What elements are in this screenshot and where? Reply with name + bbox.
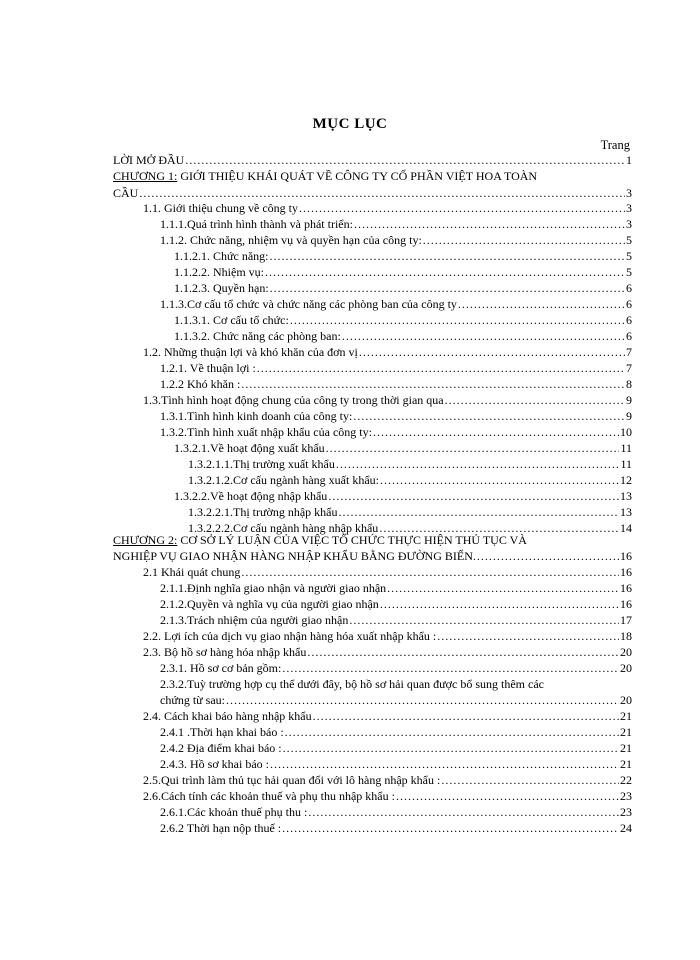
toc-page-number: 6: [626, 329, 632, 343]
toc-entry-line1: [113, 168, 537, 184]
chapter-number: CHƯƠNG 1:: [113, 169, 178, 183]
toc-page-number: 17: [620, 613, 632, 627]
toc-page-number: 21: [620, 725, 632, 739]
dot-leader: [285, 724, 619, 740]
toc-entry-label: 2.6.2 Thời hạn nộp thuế :: [160, 821, 282, 835]
toc-page-number: 16: [620, 565, 632, 579]
toc-page-number: 13: [620, 489, 632, 503]
toc-page-number: 7: [626, 345, 632, 359]
toc-entry-text: GIỚI THIỆU KHÁI QUÁT VỀ CÔNG TY CỔ PHẦN VIỆT HOA TOÀN: [177, 169, 538, 183]
dot-leader: [336, 456, 620, 472]
toc-entry-label: 2.1 Khái quát chung: [143, 565, 241, 579]
dot-leader: [353, 408, 625, 424]
toc-entry-label: 2.1.2.Quyền và nghĩa vụ của người giao nhận: [160, 597, 379, 611]
toc-page-number: 20: [620, 645, 632, 659]
toc-page-number: 5: [626, 233, 632, 247]
dot-leader: [423, 232, 625, 248]
dot-leader: [458, 296, 625, 312]
dot-leader: [139, 185, 625, 201]
toc-entry-label: 2.3. Bộ hồ sơ hàng hóa nhập khẩu: [143, 645, 307, 659]
toc-entry-label: 1.3.2.2.Về hoạt động nhập khẩu: [174, 489, 328, 503]
dot-leader: [290, 312, 625, 328]
dot-leader: [477, 548, 619, 564]
dot-leader: [282, 660, 619, 676]
dot-leader: [299, 200, 625, 216]
toc-entry-label: 1.1.2.3. Quyền hạn:: [174, 281, 269, 295]
toc-page-number: 18: [620, 629, 632, 643]
toc-entry-label: 2.4.2 Địa điểm khai báo :: [160, 741, 282, 755]
toc-entry-text: 2.3.2.Tuỳ trường hợp cụ thể dưới đây, bộ hồ sơ hải quan được bổ sung thêm các: [160, 677, 544, 691]
toc-page-number: 16: [620, 549, 632, 563]
toc-page-number: 11: [620, 441, 632, 455]
dot-leader: [265, 264, 625, 280]
dot-leader: [437, 628, 619, 644]
toc-page-number: 16: [620, 597, 632, 611]
toc-entry-label: 2.6.Cách tính các khoản thuế và phụ thu nhập khẩu :: [143, 789, 395, 803]
toc-page-number: 24: [620, 821, 632, 835]
dot-leader: [282, 820, 619, 836]
toc-entry-label: LỜI MỞ ĐẦU: [113, 153, 185, 167]
toc-page-number: 10: [620, 425, 632, 439]
dot-leader: [257, 360, 625, 376]
dot-leader: [359, 344, 625, 360]
dot-leader: [387, 580, 619, 596]
dot-leader: [339, 504, 620, 520]
dot-leader: [354, 216, 625, 232]
toc-page-number: 22: [620, 773, 632, 787]
dot-leader: [349, 612, 619, 628]
toc-entry-label: 2.1.3.Trách nhiệm của người giao nhận: [160, 613, 349, 627]
toc-page-number: 3: [626, 201, 632, 215]
toc-page-number: 23: [620, 805, 632, 819]
toc-entry-label: 2.3.1. Hồ sơ cơ bản gồm:: [160, 661, 282, 675]
dot-leader: [308, 804, 619, 820]
dot-leader: [328, 488, 619, 504]
toc-entry-label: 2.1.1.Định nghĩa giao nhận và người giao nhận: [160, 581, 387, 595]
toc-page-number: 21: [620, 741, 632, 755]
toc-page-number: 21: [620, 709, 632, 723]
toc-entry-label: 1.3.2.1.2.Cơ cấu ngành hàng xuất khẩu:: [188, 473, 379, 487]
toc-entry-label: 1.3.2.1.Về hoạt động xuất khẩu: [174, 441, 325, 455]
dot-leader: [226, 692, 619, 708]
dot-leader: [445, 392, 625, 408]
toc-page-number: 14: [620, 521, 632, 535]
toc-entry-label: NGHIỆP VỤ GIAO NHẬN HÀNG NHẬP KHẨU BẰNG ĐƯỜNG BIỂN.: [113, 549, 476, 563]
toc-page-number: 23: [620, 789, 632, 803]
toc-page-number: 6: [626, 281, 632, 295]
toc-page-number: 11: [620, 457, 632, 471]
toc-page-number: 20: [620, 661, 632, 675]
toc-entry-line1: [113, 532, 527, 548]
page-column-label: Trang: [600, 138, 630, 152]
dot-leader: [241, 376, 625, 392]
toc-entry-label: 1.1. Giới thiệu chung về công ty: [143, 201, 298, 215]
toc-entry-label: 1.1.1.Quá trình hình thành và phát triển:: [160, 217, 353, 231]
toc-page-number: 16: [620, 581, 632, 595]
toc-entry-label: 1.3.2.Tình hình xuất nhập khẩu của công ty:: [160, 425, 372, 439]
toc-page-number: 9: [626, 409, 632, 423]
dot-leader: [380, 596, 619, 612]
dot-leader: [283, 740, 619, 756]
toc-page-number: 1: [626, 153, 632, 167]
toc-entry-label: 1.1.2. Chức năng, nhiệm vụ và quyền hạn của công ty:: [160, 233, 422, 247]
toc-page-number: 8: [626, 377, 632, 391]
toc-entry-label: 1.2.1. Về thuận lợi :: [160, 361, 256, 375]
dot-leader: [380, 472, 619, 488]
dot-leader: [313, 708, 619, 724]
toc-entry-label: 2.5.Qui trình làm thủ tục hải quan đối với lô hàng nhập khẩu :: [143, 773, 441, 787]
toc-entry-label: 1.1.3.Cơ cấu tổ chức và chức năng các phòng ban của công ty: [160, 297, 457, 311]
toc-entry-label: 1.1.3.1. Cơ cấu tổ chức:: [174, 313, 289, 327]
toc-entry-label: 2.6.1.Các khoản thuế phụ thu :: [160, 805, 308, 819]
dot-leader: [441, 772, 619, 788]
toc-entry-label: 1.2.2 Khó khăn :: [160, 377, 241, 391]
dot-leader: [270, 280, 625, 296]
toc-page-number: 3: [626, 217, 632, 231]
toc-entry-label: 1.3.Tình hình hoạt động chung của công ty trong thời gian qua: [143, 393, 444, 407]
toc-page-number: 12: [620, 473, 632, 487]
toc-page-number: 3: [626, 186, 632, 200]
toc-entry-text: CƠ SỞ LÝ LUẬN CỦA VIỆC TỔ CHỨC THỰC HIỆN THỦ TỤC VÀ: [177, 533, 527, 547]
toc-entry-label: 2.4. Cách khai báo hàng nhập khẩu: [143, 709, 312, 723]
toc-page-number: 9: [626, 393, 632, 407]
toc-entry-label: 1.1.2.2. Nhiệm vụ:: [174, 265, 264, 279]
toc-page-number: 7: [626, 361, 632, 375]
dot-leader: [307, 644, 619, 660]
toc-entry-label: 1.3.2.2.1.Thị trường nhập khẩu: [188, 505, 338, 519]
toc-entry-line1: [160, 676, 544, 692]
toc-entry-label: 1.3.2.1.1.Thị trường xuất khẩu: [188, 457, 335, 471]
toc-entry-label: chứng từ sau:: [160, 693, 225, 707]
toc-entry-label: CẦU: [113, 186, 139, 200]
toc-page-number: 6: [626, 297, 632, 311]
toc-entry-label: 2.4.3. Hồ sơ khai báo :: [160, 757, 270, 771]
toc-entry-label: 1.3.2.2.2.Cơ cấu ngành hàng nhập khẩu: [188, 521, 379, 535]
toc-entry-label: 1.3.1.Tình hình kinh doanh của công ty:: [160, 409, 353, 423]
dot-leader: [185, 152, 625, 168]
dot-leader: [326, 440, 620, 456]
page-title: MỤC LỤC: [312, 116, 388, 132]
toc-page-number: 5: [626, 249, 632, 263]
dot-leader: [396, 788, 619, 804]
toc-page-number: 20: [620, 693, 632, 707]
toc-entry-label: 1.2. Những thuận lợi và khó khăn của đơn vị: [143, 345, 358, 359]
dot-leader: [342, 328, 625, 344]
toc-entry-label: 2.4.1 .Thời hạn khai báo :: [160, 725, 284, 739]
dot-leader: [270, 756, 619, 772]
toc-page-number: 13: [620, 505, 632, 519]
chapter-number: CHƯƠNG 2:: [113, 533, 178, 547]
toc-page-number: 6: [626, 313, 632, 327]
dot-leader: [241, 564, 619, 580]
dot-leader: [373, 424, 619, 440]
toc-entry-label: 1.1.2.1. Chức năng:: [174, 249, 269, 263]
toc-entry-label: 2.2. Lợi ích của dịch vụ giao nhận hàng hóa xuất nhập khẩu :: [143, 629, 437, 643]
toc-page-number: 5: [626, 265, 632, 279]
toc-page-number: 21: [620, 757, 632, 771]
toc-entry-label: 1.1.3.2. Chức năng các phòng ban:: [174, 329, 341, 343]
dot-leader: [270, 248, 626, 264]
